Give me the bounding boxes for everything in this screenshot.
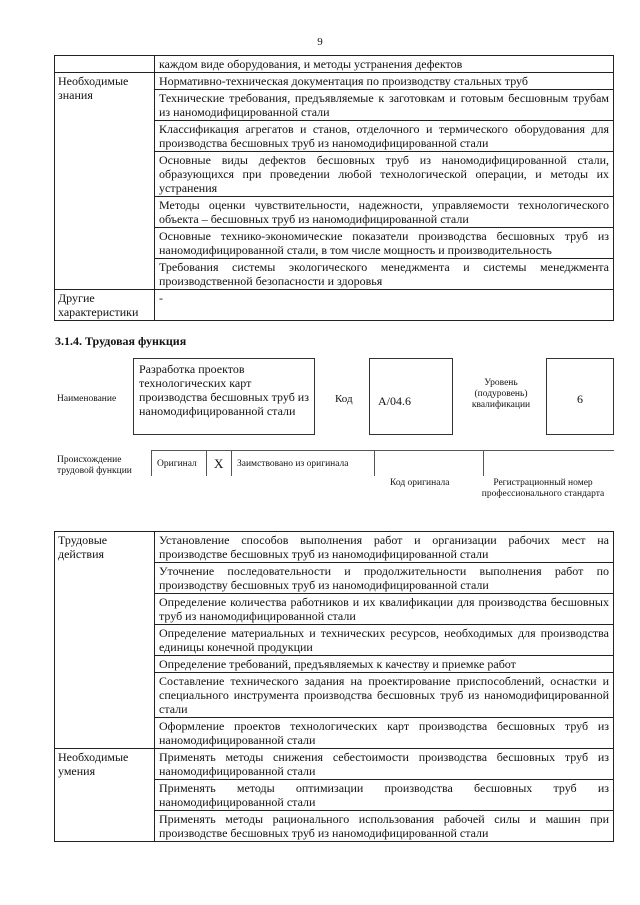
row-item: Определение требований, предъявляемых к качеству и приемке работ bbox=[155, 656, 614, 673]
reg-number-label: Регистрационный номер профессионального стандарта bbox=[481, 478, 605, 499]
row-item: Классификация агрегатов и станов, отделочного и термического оборудования для производства бесшовных труб из наномодифицированной стали bbox=[155, 121, 614, 152]
table-row bbox=[55, 532, 614, 563]
actions-table bbox=[54, 531, 614, 842]
code-value-box: A/04.6 bbox=[369, 358, 453, 435]
function-name-box: Разработка проектов технологических карт производства бесшовных труб из наномодифицированной стали bbox=[133, 358, 315, 435]
row-label: Другие характеристики bbox=[55, 290, 155, 321]
code-label: Код bbox=[335, 393, 353, 405]
page-number: 9 bbox=[317, 36, 323, 48]
row-item: Основные виды дефектов бесшовных труб из наномодифицированной стали, образующихся при проведении любой технологической операции, и методы их устранения bbox=[155, 152, 614, 197]
knowledge-table bbox=[54, 55, 614, 321]
origin-divider bbox=[151, 450, 152, 476]
row-item: Уточнение последовательности и продолжительности выполнения работ по производству бесшовных труб из наномодифицированной стали bbox=[155, 563, 614, 594]
row-item: каждом виде оборудования, и методы устранения дефектов bbox=[155, 56, 614, 73]
code-original-label: Код оригинала bbox=[390, 478, 450, 488]
section-title: 3.1.4. Трудовая функция bbox=[55, 334, 187, 348]
row-item: Установление способов выполнения работ и организации рабочих мест на производстве бесшовных труб из наномодифицированной стали bbox=[155, 532, 614, 563]
row-label bbox=[55, 56, 155, 73]
table-row bbox=[55, 290, 614, 321]
row-label: Трудовые действия bbox=[55, 532, 155, 749]
table-row bbox=[55, 749, 614, 780]
origin-divider bbox=[374, 450, 375, 476]
row-item: Применять методы рационального использования рабочей силы и машин при производстве бесшовных труб из наномодифицированной стали bbox=[155, 811, 614, 842]
row-item: - bbox=[155, 290, 614, 321]
origin-borrowed: Заимствовано из оригинала bbox=[237, 459, 349, 469]
origin-divider bbox=[206, 450, 207, 476]
table-row bbox=[55, 73, 614, 90]
row-item: Технические требования, предъявляемые к заготовкам и готовым бесшовным трубам из наномодифицированной стали bbox=[155, 90, 614, 121]
row-item: Нормативно-техническая документация по производству стальных труб bbox=[155, 73, 614, 90]
origin-divider bbox=[231, 450, 232, 476]
row-item: Применять методы снижения себестоимости производства бесшовных труб из наномодифицированной стали bbox=[155, 749, 614, 780]
name-label: Наименование bbox=[57, 394, 117, 404]
origin-mark: X bbox=[214, 456, 224, 471]
row-item: Определение материальных и технических ресурсов, необходимых для производства единицы конечной продукции bbox=[155, 625, 614, 656]
row-item: Методы оценки чувствительности, надежности, управляемости технологического объекта – бесшовных труб из наномодифицированной стали bbox=[155, 197, 614, 228]
row-label: Необходимые умения bbox=[55, 749, 155, 842]
origin-label: Происхождение трудовой функции bbox=[57, 455, 132, 476]
level-value-box: 6 bbox=[546, 358, 614, 435]
row-item: Определение количества работников и их квалификации для производства бесшовных труб из наномодифицированной стали bbox=[155, 594, 614, 625]
row-item: Составление технического задания на проектирование приспособлений, оснастки и специального инструмента производства бесшовных труб из наномодифицированной стали bbox=[155, 673, 614, 718]
row-item: Применять методы оптимизации производства бесшовных труб из наномодифицированной стали bbox=[155, 780, 614, 811]
row-label: Необходимые знания bbox=[55, 73, 155, 290]
row-item: Оформление проектов технологических карт производства бесшовных труб из наномодифицированной стали bbox=[155, 718, 614, 749]
table-row bbox=[55, 56, 614, 73]
origin-divider bbox=[483, 450, 484, 476]
row-item: Требования системы экологического менеджмента и системы менеджмента производственной безопасности и здоровья bbox=[155, 259, 614, 290]
level-label: Уровень (подуровень) квалификации bbox=[471, 378, 531, 410]
origin-original: Оригинал bbox=[157, 459, 197, 469]
row-item: Основные технико-экономические показатели производства бесшовных труб из наномодифицированной стали, в том числе мощность и производительность bbox=[155, 228, 614, 259]
